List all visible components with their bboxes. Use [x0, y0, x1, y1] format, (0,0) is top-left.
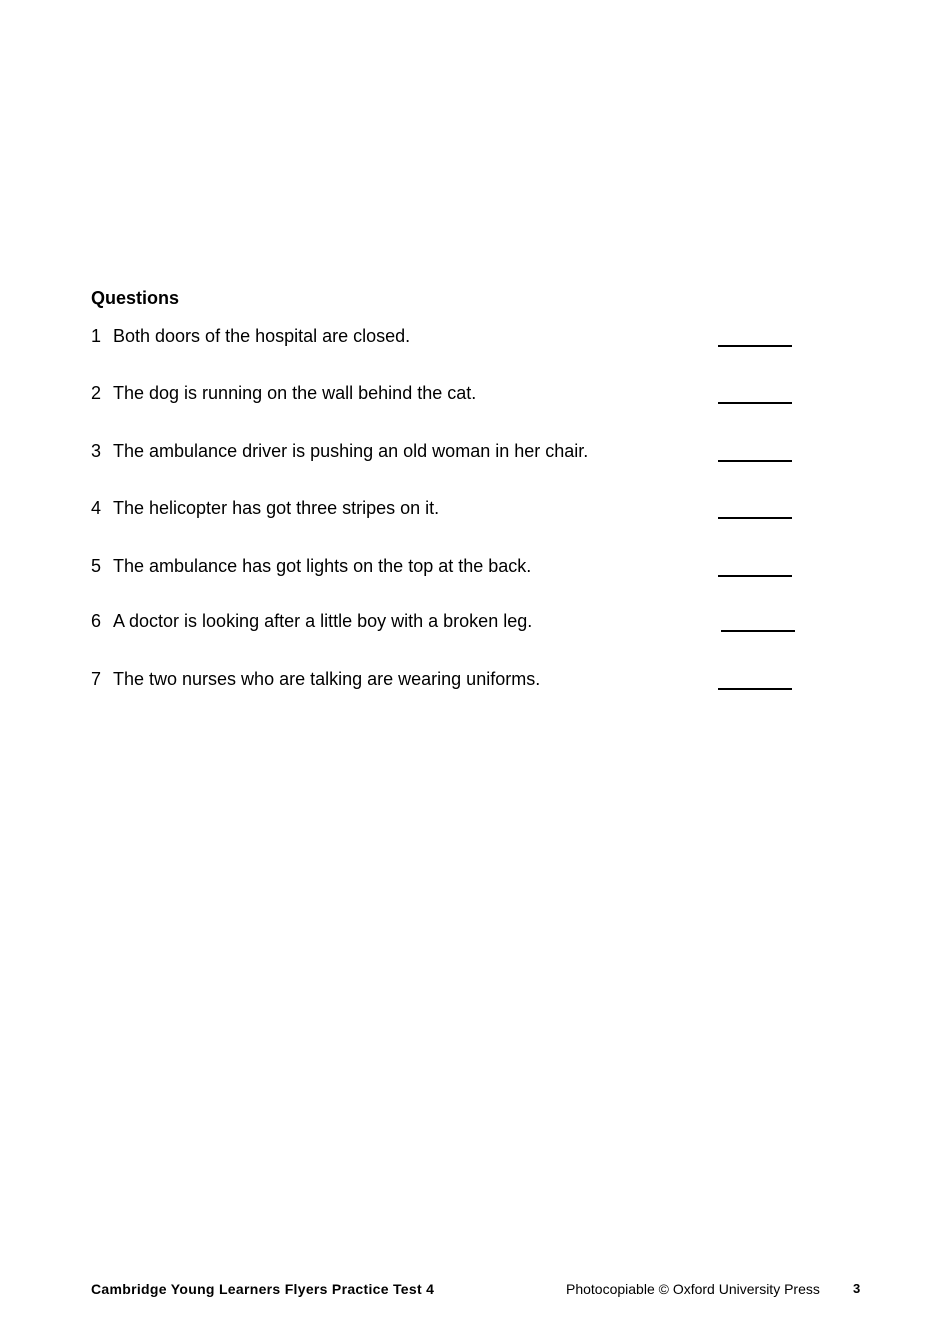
- footer-title: Cambridge Young Learners Flyers Practice Test 4: [91, 1281, 435, 1297]
- answer-blank[interactable]: [718, 345, 792, 347]
- footer-copyright: Photocopiable © Oxford University Press: [566, 1281, 820, 1297]
- question-number: 7: [91, 669, 102, 689]
- question-2: [91, 383, 811, 409]
- question-number: 1: [91, 326, 102, 346]
- question-text: The two nurses who are talking are wearing uniforms.: [113, 669, 541, 689]
- section-title: Questions: [91, 288, 180, 308]
- question-text: The helicopter has got three stripes on it.: [113, 498, 440, 518]
- question-number: 5: [91, 556, 102, 576]
- question-number: 6: [91, 611, 102, 631]
- question-text: A doctor is looking after a little boy with a broken leg.: [113, 611, 533, 631]
- question-number: 2: [91, 383, 102, 403]
- question-3: [91, 441, 811, 467]
- answer-blank[interactable]: [718, 460, 792, 462]
- answer-blank[interactable]: [721, 630, 795, 632]
- question-text: The ambulance driver is pushing an old woman in her chair.: [113, 441, 589, 461]
- question-text: The ambulance has got lights on the top at the back.: [113, 556, 532, 576]
- answer-blank[interactable]: [718, 517, 792, 519]
- answer-blank[interactable]: [718, 688, 792, 690]
- question-text: Both doors of the hospital are closed.: [113, 326, 411, 346]
- question-4: [91, 498, 811, 524]
- page-number: 3: [853, 1281, 861, 1296]
- question-6: [91, 611, 811, 637]
- answer-blank[interactable]: [718, 575, 792, 577]
- answer-blank[interactable]: [718, 402, 792, 404]
- question-number: 3: [91, 441, 102, 461]
- question-number: 4: [91, 498, 102, 518]
- question-5: [91, 556, 811, 582]
- question-7: [91, 669, 811, 695]
- question-text: The dog is running on the wall behind the cat.: [113, 383, 477, 403]
- question-1: [91, 326, 811, 352]
